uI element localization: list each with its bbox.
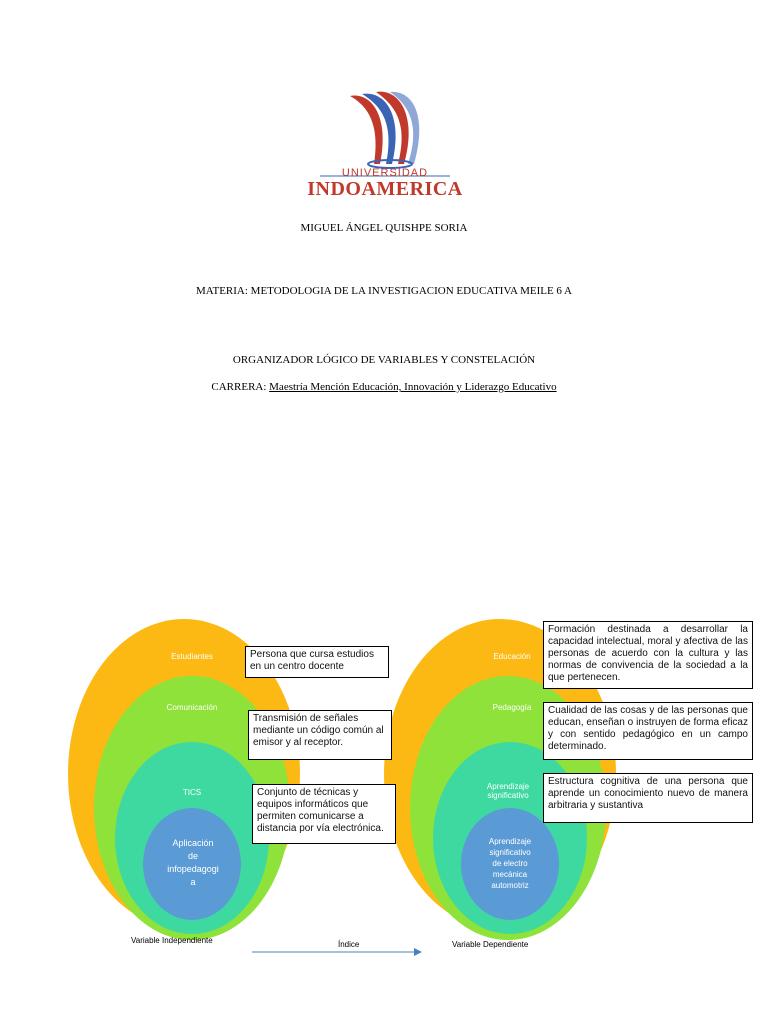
left-core-line: infopedagogi xyxy=(167,864,219,874)
index-arrow-head xyxy=(414,948,422,956)
logo-line-indoamerica: INDOAMERICA xyxy=(307,178,463,200)
right-core-label xyxy=(464,836,556,891)
right-level-3-label: Aprendizaje significativo xyxy=(486,782,530,800)
left-core-line: a xyxy=(190,877,196,887)
right-level-2-label: Pedagogía xyxy=(492,703,532,712)
right-core-line: Aprendizaje xyxy=(488,837,532,846)
index-label: Índice xyxy=(338,940,360,949)
logo-line-universidad: UNIVERSIDAD xyxy=(341,167,429,179)
left-level-2-label: Comunicación xyxy=(166,703,218,712)
left-core-label xyxy=(148,837,238,889)
left-definition-comunicacion: Transmisión de señales mediante un código común al emisor y al receptor. xyxy=(248,710,392,760)
left-level-3-label: TICS xyxy=(182,788,202,797)
right-core-line: mecánica xyxy=(492,870,528,879)
organizer-title: ORGANIZADOR LÓGICO DE VARIABLES Y CONSTELACIÓN xyxy=(232,354,536,366)
materia-line: MATERIA: METODOLOGIA DE LA INVESTIGACION EDUCATIVA MEILE 6 A xyxy=(195,285,573,297)
right-definition-educacion: Formación destinada a desarrollar la capacidad intelectual, moral y afectiva de las personas de acuerdo con la cultura y las normas de convivencia de la sociedad a la que pertenecen. xyxy=(543,621,753,689)
right-core-line: automotriz xyxy=(491,881,529,890)
carrera-value: Maestría Mención Educación, Innovación y Liderazgo Educativo xyxy=(269,381,557,393)
independent-variable-caption: Variable Independiente xyxy=(131,936,213,945)
right-definition-pedagogia: Cualidad de las cosas y de las personas que educan, enseñan o instruyen de forma eficaz y con sentido pedagógico en un campo determinado. xyxy=(543,702,753,760)
left-core-line: de xyxy=(187,851,198,861)
left-definition-tics: Conjunto de técnicas y equipos informáticos que permiten comunicarse a distancia por vía electrónica. xyxy=(252,784,396,844)
right-core-line: significativo xyxy=(489,848,531,857)
dependent-variable-caption: Variable Dependiente xyxy=(452,940,529,949)
author-name: MIGUEL ÁNGEL QUISHPE SORIA xyxy=(300,222,468,234)
carrera-label: CARRERA: xyxy=(211,381,270,393)
right-core-line: de electro xyxy=(492,859,528,868)
right-level-1-label: Educación xyxy=(493,652,531,661)
right-definition-aprendizaje: Estructura cognitiva de una persona que aprende un conocimiento nuevo de manera arbitraria y sustantiva xyxy=(543,773,753,823)
left-definition-estudiantes: Persona que cursa estudios en un centro docente xyxy=(245,646,389,678)
left-core-line: Aplicación xyxy=(172,838,214,848)
left-level-1-label: Estudiantes xyxy=(171,652,213,661)
